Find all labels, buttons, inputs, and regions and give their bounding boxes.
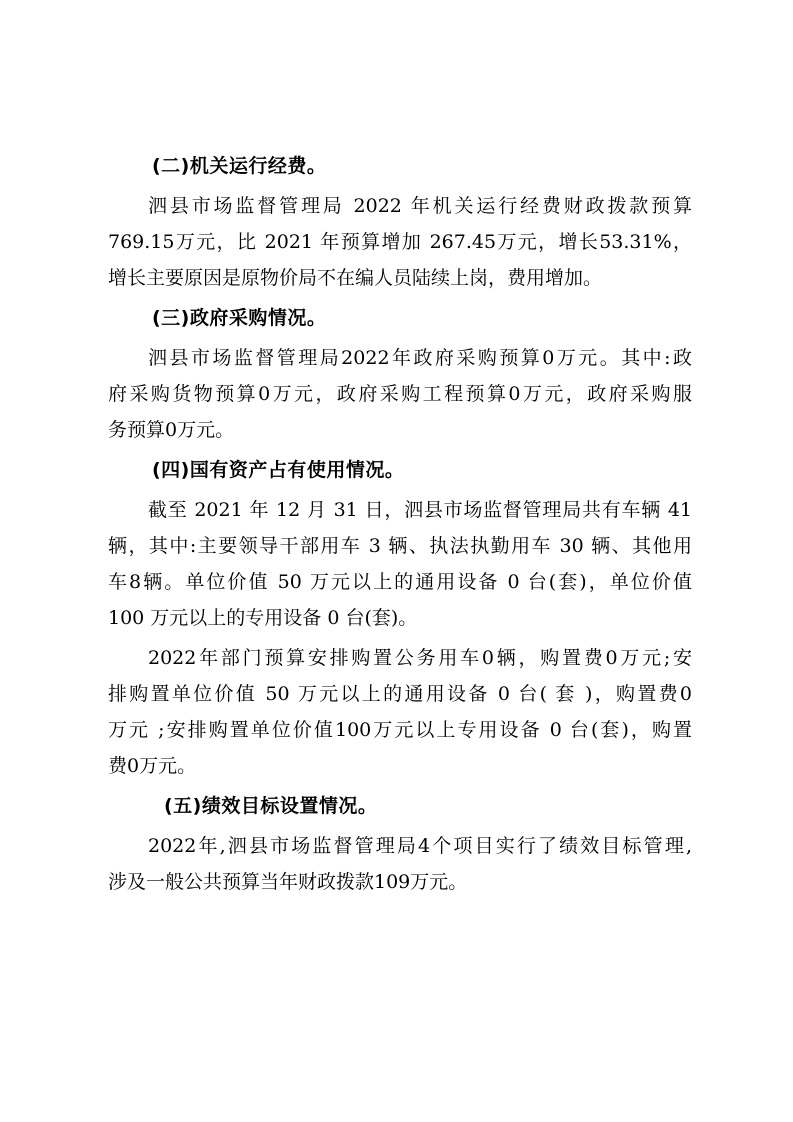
text-line: 费0万元。 <box>108 755 197 777</box>
text-line: 泗县市场监督管理局 2022 年机关运行经费财政拨款预算 <box>148 195 692 217</box>
paragraph-state-assets <box>108 492 692 636</box>
text-line: 2022年,泗县市场监督管理局4个项目实行了绩效目标管理, <box>148 835 692 857</box>
paragraph-operating-expenses <box>108 188 692 296</box>
paragraph-procurement <box>108 340 692 448</box>
text-line: 府采购货物预算0万元，政府采购工程预算0万元，政府采购服 <box>108 383 692 405</box>
section-heading-state-assets: (四)国有资产占有使用情况。 <box>152 459 405 481</box>
text-line: 769.15万元，比 2021 年预算增加 267.45万元，增长53.31%， <box>108 231 692 253</box>
paragraph-purchase-plan <box>108 640 692 784</box>
text-line: 2022年部门预算安排购置公务用车0辆，购置费0万元;安 <box>148 647 692 669</box>
text-line: 车8辆。单位价值 50 万元以上的通用设备 0 台(套)，单位价值 <box>108 571 692 593</box>
text-line: 泗县市场监督管理局2022年政府采购预算0万元。其中:政 <box>148 347 692 369</box>
text-line: 截至 2021 年 12 月 31 日，泗县市场监督管理局共有车辆 41 <box>148 499 692 521</box>
section-heading-procurement: (三)政府采购情况。 <box>152 307 327 329</box>
section-heading-performance-targets: (五)绩效目标设置情况。 <box>164 795 378 817</box>
text-line: 增长主要原因是原物价局不在编人员陆续上岗，费用增加。 <box>108 267 603 289</box>
section-heading-operating-expenses: (二)机关运行经费。 <box>152 155 327 177</box>
paragraph-performance-targets <box>108 828 692 900</box>
text-line: 务预算0万元。 <box>108 419 235 441</box>
text-line: 排购置单位价值 50 万元以上的通用设备 0 台( 套 )，购置费0 <box>108 683 692 705</box>
document-page <box>108 148 692 904</box>
text-line: 辆，其中:主要领导干部用车 3 辆、执法执勤用车 30 辆、其他用 <box>108 535 692 557</box>
text-line: 涉及一般公共预算当年财政拨款109万元。 <box>108 871 468 893</box>
text-line: 100 万元以上的专用设备 0 台(套)。 <box>108 607 418 629</box>
text-line: 万元 ;安排购置单位价值100万元以上专用设备 0 台(套)，购置 <box>108 719 692 741</box>
